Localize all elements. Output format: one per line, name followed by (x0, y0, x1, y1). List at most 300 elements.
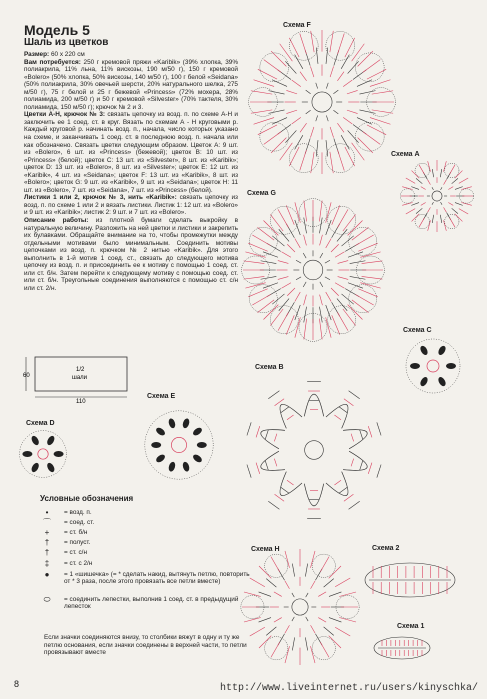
scheme-g-stitch (325, 277, 330, 280)
scheme-b-stitch (334, 415, 341, 420)
scheme-g-stitch (325, 260, 330, 263)
scheme-f-stitch (251, 110, 272, 113)
legend-row (30, 529, 250, 536)
scheme-g-stitch (279, 229, 289, 241)
shawl-width: 110 (76, 399, 86, 403)
scheme-a-stitch (412, 214, 420, 222)
scheme-g-label: Схема G (247, 190, 276, 197)
scheme-f-stitch (330, 152, 333, 173)
scheme-h-stitch (285, 625, 290, 633)
scheme-g-stitch (296, 277, 301, 280)
scheme-g-stitch (248, 289, 267, 297)
scheme-a-stitch (444, 180, 447, 185)
legend-symbol: • (45, 508, 49, 517)
scheme-g-stitch (295, 202, 300, 222)
scheme-h-stitch (285, 551, 290, 568)
scheme-e-cluster (192, 453, 204, 464)
scheme-f-stitch (306, 90, 311, 94)
scheme-a-stitch (452, 178, 458, 183)
scheme-f-stitch (343, 80, 352, 87)
page-title: Модель 5 (24, 22, 90, 38)
scheme-g-stitch (252, 295, 270, 306)
scheme-c-cluster (419, 345, 429, 357)
scheme-d-center (38, 449, 48, 459)
scheme-g-stitch (320, 295, 323, 306)
scheme-b-stitch (247, 465, 251, 478)
scheme-a-stitch (448, 187, 453, 190)
scheme-g-stitch (337, 299, 347, 311)
scheme-c-cluster (410, 363, 420, 369)
scheme-f-stitch (268, 91, 284, 94)
scheme-b-stitch (351, 434, 354, 442)
scheme-a-stitch (432, 215, 433, 223)
scheme-e-cluster (192, 426, 204, 437)
scheme-h-stitch (324, 579, 334, 588)
scheme-a-stitch (440, 215, 441, 223)
scheme-g-stitch (244, 261, 265, 264)
scheme-e-label: Схема Е (147, 393, 176, 400)
scheme-f-stitch (306, 110, 311, 114)
scheme-g-stitch (348, 305, 363, 320)
scheme-a-stitch (432, 202, 434, 205)
scheme-g-stitch (304, 201, 307, 222)
scheme-b-label: Схема В (255, 364, 284, 371)
scheme-f-stitch (338, 34, 345, 55)
scheme-g-stitch (338, 312, 349, 330)
scheme-b-stitch (360, 430, 363, 439)
scheme-a-stitch (421, 187, 426, 190)
scheme-h-stitch (271, 557, 280, 572)
scheme-g-stitch (272, 294, 284, 304)
page-subtitle: Шаль из цветков (24, 37, 109, 48)
scheme-f-stitch (326, 83, 328, 89)
scheme-g-stitch (304, 235, 307, 246)
scheme-b-arm (280, 404, 302, 428)
scheme-f-stitch (311, 152, 314, 173)
scheme-g-stitch (295, 292, 300, 301)
scheme-e-cluster (168, 418, 177, 429)
scheme-b-stitch (265, 461, 268, 470)
scheme-f-stitch (316, 115, 318, 121)
scheme-f-label: Схема F (283, 22, 311, 29)
scheme-g-stitch (342, 294, 354, 304)
scheme-h-stitch (320, 642, 329, 657)
scheme-g-stitch (245, 283, 265, 288)
scheme-b-arm (326, 472, 348, 496)
scheme-g-stitch (281, 283, 290, 288)
scheme-g-stitch (348, 252, 363, 257)
scheme-f-stitch (333, 110, 338, 114)
scheme-h-stitch (250, 578, 265, 587)
scheme-a-stitch (440, 169, 441, 177)
scheme-a-stitch (461, 187, 471, 190)
scheme-h-stitch (292, 593, 294, 597)
scheme-g-stitch (335, 283, 344, 288)
scheme-a-center (432, 191, 442, 201)
scheme-b-stitch (281, 487, 289, 493)
scheme-f-stitch (258, 69, 277, 79)
scheme-a-stitch (455, 171, 463, 179)
scheme-2-label: Схема 2 (372, 545, 400, 552)
legend-title: Условные обозначения (40, 494, 134, 503)
scheme-g-stitch (343, 309, 356, 326)
scheme-g-center (303, 260, 323, 280)
scheme-f-stitch (251, 91, 272, 94)
scheme-f-stitch (310, 66, 313, 77)
scheme-f-stitch (285, 61, 296, 73)
legend-symbol: † (44, 548, 50, 557)
scheme-b-stitch (268, 501, 279, 509)
scheme-h-stitch (292, 637, 294, 650)
legend-row (30, 539, 250, 546)
scheme-g-stitch (358, 243, 377, 251)
scheme-f-stitch (363, 132, 380, 145)
scheme-g-stitch (303, 282, 306, 287)
scheme-a-stitch (432, 187, 434, 190)
scheme-h-stitch (271, 642, 280, 657)
scheme-e-cluster (182, 461, 191, 472)
scheme-g-stitch (319, 319, 322, 340)
scheme-f-stitch (254, 118, 275, 125)
scheme-d-cluster (46, 462, 56, 474)
scheme-a-stitch (421, 203, 426, 206)
legend-text: = ст. с/н (64, 549, 87, 556)
scheme-h-stitch (335, 578, 350, 587)
scheme-g-stitch (296, 260, 301, 263)
scheme-h-stitch (339, 592, 356, 597)
legend-text: = 1 «шишечка» (= * сделать накид, вытянуть петлю, повторить от * 3 раза, после этого провязать все петли вместе) (64, 571, 250, 586)
scheme-h-stitch (266, 627, 276, 636)
scheme-h-stitch (259, 592, 271, 597)
scheme-h-stitch (266, 579, 276, 588)
scheme-f-stitch (285, 130, 296, 142)
scheme-f-stitch (337, 72, 344, 81)
scheme-h-stitch (292, 564, 294, 577)
scheme-a-stitch (402, 203, 412, 206)
scheme-g-stitch (287, 288, 295, 296)
scheme-g-stitch (326, 317, 331, 337)
scheme-g-stitch (362, 261, 383, 264)
scheme-b-stitch (247, 422, 251, 435)
size-line: Размер: 60 х 220 см (24, 51, 85, 58)
scheme-g-stitch (244, 276, 265, 279)
scheme-b-arm (280, 472, 302, 496)
scheme-f-stitch (316, 140, 318, 156)
scheme-g-stitch (320, 282, 323, 287)
scheme-g-stitch (263, 252, 278, 257)
scheme-g-stitch (360, 252, 380, 257)
scheme-f-stitch (345, 147, 355, 166)
scheme-b-stitch (360, 461, 363, 470)
scheme-a-stitch (459, 209, 468, 214)
scheme-g-stitch (358, 289, 377, 297)
scheme-f-stitch (289, 147, 299, 166)
scheme-e-cluster (155, 453, 167, 464)
scheme-d-cluster (22, 451, 32, 457)
scheme-h-stitch (305, 637, 307, 650)
scheme-f-stitch (292, 117, 301, 124)
legend-symbol: ‡ (44, 559, 50, 568)
scheme-f-center (312, 92, 332, 112)
scheme-g-stitch (304, 319, 307, 340)
scheme-g-stitch (355, 235, 373, 246)
scheme-c-cluster (437, 345, 447, 357)
scheme-h-stitch (305, 564, 307, 577)
scheme-h-stitch (311, 581, 316, 589)
legend-footnote: Если значки соединяются внизу, то столбики вяжут в одну и ту же петлю основания, если значки соединены в верхней части, то петли провязывают вместе (44, 634, 247, 657)
scheme-f-stitch (258, 125, 277, 135)
scheme-b-stitch (344, 494, 354, 501)
scheme-a-stitch (455, 203, 463, 206)
scheme-g-stitch (286, 315, 294, 334)
scheme-h-stitch (329, 592, 341, 597)
scheme-b-stitch (268, 391, 279, 399)
scheme-g-stitch (319, 201, 322, 222)
scheme-f-stitch (268, 110, 284, 113)
scheme-c-center (427, 360, 439, 372)
scheme-e-cluster (168, 461, 177, 472)
scheme-b-arm (261, 430, 285, 449)
scheme-f-stitch (300, 150, 307, 171)
scheme-b-stitch (339, 407, 347, 413)
scheme-g-stitch (278, 209, 289, 227)
scheme-c-cluster (437, 376, 447, 388)
scheme-a-stitch (455, 187, 463, 190)
scheme-g-stitch (338, 209, 349, 227)
scheme-c-label: Схема С (403, 327, 432, 334)
leaves-paragraph: Листики 1 или 2, крючок № 3, нить «Karibik»: связать цепочку из возд. п. по схеме 1 или 2 и вязать листики. Листик 1: 12 шт. из «Bolero» и 9 шт. из «Karibik»; листик 2: 9 шт. и 7 шт. из «Bolero». (24, 194, 238, 217)
scheme-d-cluster (54, 451, 64, 457)
scheme-b-stitch (377, 422, 381, 435)
legend-text: = возд. п. (64, 509, 92, 516)
scheme-g-stitch (342, 236, 354, 246)
legend-row (30, 596, 250, 611)
legend-text: = полуст. (64, 539, 91, 546)
watermark-url: http://www.liveinternet.ru/users/kinyschka/ (220, 683, 479, 694)
scheme-b-arm (304, 394, 323, 416)
scheme-b-stitch (265, 430, 268, 439)
shawl-height: 60 (23, 373, 30, 379)
scheme-f-stitch (359, 91, 375, 94)
scheme-f-stitch (338, 150, 345, 171)
scheme-f-stitch (359, 110, 375, 113)
scheme-b-stitch (275, 399, 285, 406)
scheme-b-stitch (368, 426, 372, 437)
scheme-h-stitch (274, 618, 282, 623)
scheme-g-stitch (263, 283, 278, 288)
scheme-h-stitch (259, 636, 271, 648)
scheme-g-stitch (360, 283, 380, 288)
scheme-f-stitch (347, 110, 358, 113)
scheme-h-stitch (292, 617, 294, 621)
scheme-h-stitch (311, 551, 316, 568)
scheme-f-stitch (316, 83, 318, 89)
legend-row (30, 571, 250, 586)
scheme-b-stitch (349, 391, 360, 399)
scheme-g-stitch (335, 252, 344, 257)
scheme-d-cluster (30, 462, 40, 474)
scheme-g-stitch (287, 244, 295, 252)
scheme-b-stitch (256, 426, 260, 437)
scheme-g-stitch (326, 292, 331, 301)
scheme-f-stitch (372, 110, 393, 113)
scheme-f-stitch (370, 80, 391, 87)
scheme-f-stitch (330, 127, 333, 138)
scheme-f-stitch (264, 60, 281, 73)
scheme-a-stitch (448, 203, 453, 206)
scheme-d-cluster (46, 435, 56, 447)
scheme-f-stitch (343, 117, 352, 124)
scheme-b-stitch (349, 501, 360, 509)
scheme-a-stitch (444, 207, 447, 212)
scheme-f-stitch (367, 125, 386, 135)
scheme-f-stitch (352, 143, 365, 160)
scheme-f-stitch (286, 110, 297, 113)
scheme-a-stitch (411, 187, 419, 190)
scheme-a-stitch (450, 218, 455, 227)
scheme-c-cluster (446, 363, 456, 369)
scheme-f-stitch (357, 80, 372, 87)
legend-text: = соединить лепестки, выполнив 1 соед. ст. в предыдущий лепесток (64, 596, 239, 611)
scheme-h-stitch (306, 617, 308, 621)
scheme-g-stitch (355, 295, 373, 306)
legend-row (30, 560, 250, 567)
scheme-a-stitch (402, 187, 412, 190)
scheme-g-stitch (320, 235, 323, 246)
scheme-a-stitch (416, 178, 422, 183)
scheme-b-arm (261, 451, 285, 470)
scheme-g-stitch (264, 305, 279, 320)
legend-symbol: † (44, 538, 50, 547)
scheme-g-stitch (326, 220, 331, 235)
legend-row (30, 509, 250, 516)
scheme-b-stitch (275, 494, 285, 501)
scheme-h-stitch (259, 566, 271, 578)
scheme-f-stitch (372, 91, 393, 94)
scheme-e-cluster (182, 418, 191, 429)
scheme-e-cluster (197, 442, 207, 448)
scheme-f-stitch (347, 90, 358, 93)
work-paragraph: Описание работы: из плотной бумаги сделать выкройку в натуральную величину. Разложить на ней цветки и листики и закрепить их булавками. Обращайте внимание на то, чтобы промежутки между отдельными мотивами было минимальным. Соединить мотивы цепочками из возд. п. крючком № 2 нитью «Karibik». Для этого выполнить в 1-й мотив 1 соед. ст., связать до следующего мотива цепочку из возд. п. и присоединить ее к мотиву с помощью 1 соед. ст. или ст. б/н. Затем перейти к следующему мотиву с помощью соед. ст. или ст. б/н. Треугольные соединения выполняются с помощью ст. с/н или ст. 2/н. (24, 217, 239, 292)
scheme-a-stitch (441, 187, 443, 190)
scheme-f-stitch (300, 34, 307, 55)
scheme-f-stitch (348, 130, 359, 142)
scheme-f-stitch (300, 123, 307, 132)
scheme-a-stitch (428, 180, 431, 185)
scheme-f-stitch (345, 38, 355, 57)
scheme-h-stitch (285, 581, 290, 589)
scheme-h-stitch (324, 627, 334, 636)
scheme-a-stitch (461, 203, 471, 206)
scheme-f-stitch (254, 80, 275, 87)
scheme-g-stitch (270, 309, 283, 326)
scheme-b-center (305, 441, 324, 460)
scheme-h-center (292, 599, 308, 615)
scheme-h-stitch (311, 625, 316, 633)
scheme-g-stitch (362, 276, 383, 279)
scheme-1-label: Схема 1 (397, 623, 425, 630)
scheme-a-stitch (428, 207, 431, 212)
scheme-g-stitch (331, 288, 339, 296)
scheme-a-stitch (450, 165, 455, 174)
scheme-d-cluster (30, 435, 40, 447)
scheme-f-stitch (292, 80, 301, 87)
scheme-g-stitch (295, 305, 300, 320)
scheme-f-stitch (370, 118, 391, 125)
scheme-g-stitch (303, 253, 306, 258)
scheme-b-stitch (334, 480, 341, 485)
scheme-f-stitch (348, 61, 359, 73)
scheme-f-stitch (272, 80, 287, 87)
scheme-h-stitch (320, 557, 329, 572)
legend-symbol: ⬭ (43, 595, 51, 604)
scheme-h-stitch (311, 646, 316, 663)
scheme-g-stitch (332, 315, 340, 334)
scheme-g-stitch (257, 300, 274, 313)
scheme-g-stitch (326, 305, 331, 320)
scheme-f-stitch (326, 115, 328, 121)
scheme-f-stitch (310, 127, 313, 138)
scheme-c-cluster (419, 376, 429, 388)
scheme-g-stitch (348, 221, 363, 236)
scheme-b-stitch (281, 407, 289, 413)
scheme-b-stitch (351, 459, 354, 467)
scheme-f-stitch (271, 51, 286, 66)
scheme-g-stitch (320, 253, 323, 258)
scheme-a-stitch (406, 209, 415, 214)
scheme-b-stitch (339, 487, 347, 493)
scheme-h-stitch (259, 618, 271, 623)
scheme-a-stitch (416, 208, 422, 213)
materials-paragraph: Вам потребуется: 250 г кремовой пряжи «Karibik» (39% хлопка, 39% полиакрила, 11% льна, 11% вискозы, 190 м/50 г), 150 г кремовой «Bolero» (50% хлопка, 50% вискозы, 140 м/50 г), 100 г белой «Seidana» (50% полиакрила, 30% овечьей шерсти, 20% натурального шелка, 275 м/50 г), 75 г белой и 25 г бежевой «Princess» (72% мохера, 28% полиамида, 200 м/50 г) и 50 г кремовой «Silvester» (70% тактеля, 30% полиамида, 150 м/50 г); крючок № 2 и 3. (24, 58, 238, 111)
scheme-b-arm (304, 484, 323, 506)
scheme-f-stitch (264, 132, 281, 145)
scheme-f-stitch (326, 140, 328, 156)
scheme-g-stitch (332, 205, 340, 224)
scheme-b-stitch (287, 415, 294, 420)
scheme-g-stitch (331, 244, 339, 252)
scheme-g-stitch (352, 300, 369, 313)
scheme-f-stitch (286, 90, 297, 93)
legend-text: = ст. б/н (64, 529, 88, 536)
scheme-a-stitch (459, 178, 468, 183)
scheme-g-stitch (279, 299, 289, 311)
scheme-g-stitch (248, 243, 267, 251)
scheme-a-stitch (455, 214, 463, 222)
scheme-h-stitch (318, 592, 326, 597)
shawl-label: шали (72, 375, 88, 381)
scheme-a-stitch (419, 218, 424, 227)
legend-symbol: + (44, 528, 50, 537)
shawl-fraction: 1/2 (76, 367, 85, 373)
scheme-g-stitch (286, 205, 294, 224)
scheme-g-stitch (257, 227, 274, 240)
scheme-a-stitch (432, 169, 433, 177)
scheme-e-center (171, 437, 186, 452)
scheme-h-stitch (329, 566, 341, 578)
scheme-g-stitch (338, 261, 349, 264)
scheme-b-stitch (368, 463, 372, 474)
scheme-g-stitch (326, 238, 331, 247)
scheme-a-stitch (411, 203, 419, 206)
scheme-g-stitch (252, 235, 270, 246)
scheme-d-label: Схема D (26, 420, 55, 427)
scheme-h-stitch (244, 618, 261, 623)
scheme-h-stitch (318, 618, 326, 623)
scheme-b-stitch (274, 459, 277, 467)
scheme-b-arm (343, 451, 367, 470)
legend-text: = ст. с 2/н (64, 560, 93, 567)
